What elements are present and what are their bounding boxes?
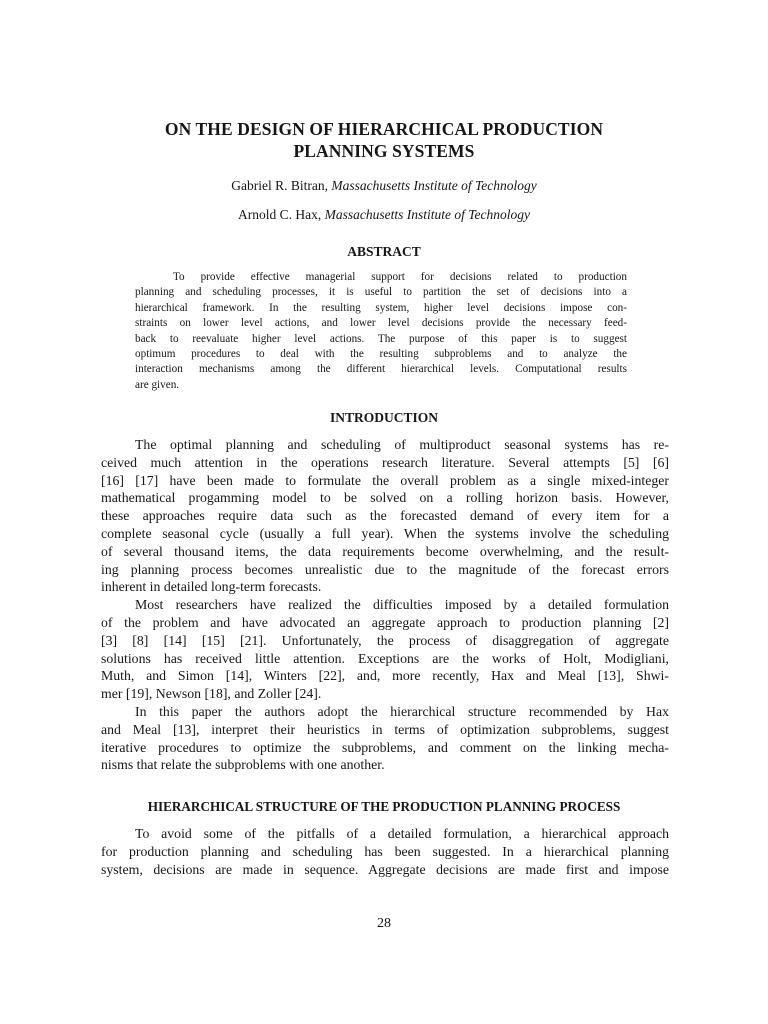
body-line: ceived much attention in the operations research literature. Several attempts [5] [6] (101, 454, 669, 470)
body-line: inherent in detailed long-term forecasts. (101, 579, 322, 595)
body-line: The optimal planning and scheduling of multiproduct seasonal systems has re- (135, 437, 669, 452)
paper-title-line-2: PLANNING SYSTEMS (293, 141, 475, 161)
abstract-line: hierarchical framework. In the resulting system, higher level decisions impose con- (135, 301, 627, 314)
body-line: for production planning and scheduling has been suggested. In a hierarchical planning (101, 843, 669, 859)
section-body (101, 825, 669, 878)
abstract-line: To provide effective managerial support for decisions related to production (173, 271, 627, 283)
abstract-line: back to reevaluate higher level actions. The purpose of this paper is to suggest (135, 332, 627, 345)
body-line: nisms that relate the subproblems with one another. (101, 757, 385, 773)
body-line: [16] [17] have been made to formulate the overall problem as a single mixed-integer (101, 472, 669, 488)
section-heading: HIERARCHICAL STRUCTURE OF THE PRODUCTION PLANNING PROCESS (147, 799, 621, 814)
body-line: solutions has received little attention. Exceptions are the works of Holt, Modigliani, (101, 650, 669, 666)
abstract-heading: ABSTRACT (347, 244, 421, 259)
body-line: these approaches require data such as the forecasted demand of every item for a (101, 508, 669, 524)
body-line: mathematical progamming model to be solved on a rolling horizon basis. However, (101, 490, 669, 506)
body-line: ing planning process becomes unrealistic due to the magnitude of the forecast errors (101, 561, 669, 577)
body-line: iterative procedures to optimize the subproblems, and comment on the linking mecha- (101, 739, 669, 755)
abstract-line: optimum procedures to deal with the resulting subproblems and to analyze the (135, 348, 627, 361)
body-line: complete seasonal cycle (usually a full year). When the systems involve the scheduling (101, 525, 669, 541)
abstract-paragraph (135, 270, 627, 393)
body-line: Most researchers have realized the difficulties imposed by a detailed formulation (135, 597, 669, 613)
author-1 (120, 178, 648, 194)
abstract-line: are given. (135, 378, 180, 391)
body-line: and Meal [13], interpret their heuristics in terms of optimization subproblems, suggest (101, 721, 669, 737)
body-line: In this paper the authors adopt the hierarchical structure recommended by Hax (135, 703, 669, 719)
introduction-body (101, 436, 669, 774)
body-line: of the problem and have advocated an aggregate approach to production planning [2] (101, 614, 669, 630)
author-1-name: Gabriel R. Bitran, (231, 178, 332, 193)
body-line: To avoid some of the pitfalls of a detailed formulation, a hierarchical approach (135, 826, 669, 841)
abstract-line: straints on lower level actions, and lower level decisions provide the necessary feed- (135, 317, 627, 330)
introduction-heading: INTRODUCTION (329, 410, 438, 425)
author-2-affiliation: Massachusetts Institute of Technology (324, 207, 530, 222)
author-2 (120, 207, 648, 223)
body-line: Muth, and Simon [14], Winters [22], and, more recently, Hax and Meal [13], Shwi- (101, 668, 669, 684)
body-line: [3] [8] [14] [15] [21]. Unfortunately, the process of disaggregation of aggregate (101, 632, 669, 648)
body-line: of several thousand items, the data requirements become overwhelming, and the result- (101, 543, 669, 559)
author-1-affiliation: Massachusetts Institute of Technology (331, 178, 537, 193)
paper-title (120, 118, 648, 162)
body-line: mer [19], Newson [18], and Zoller [24]. (101, 686, 322, 702)
abstract-line: planning and scheduling processes, it is useful to partition the set of decisions into a (135, 286, 627, 299)
body-line: system, decisions are made in sequence. Aggregate decisions are made first and impose (101, 861, 669, 877)
paper-title-line-1: ON THE DESIGN OF HIERARCHICAL PRODUCTION (164, 119, 604, 139)
abstract-line: interaction mechanisms among the different hierarchical levels. Computational results (135, 363, 627, 376)
author-2-name: Arnold C. Hax, (238, 207, 325, 222)
page-number: 28 (377, 916, 391, 931)
